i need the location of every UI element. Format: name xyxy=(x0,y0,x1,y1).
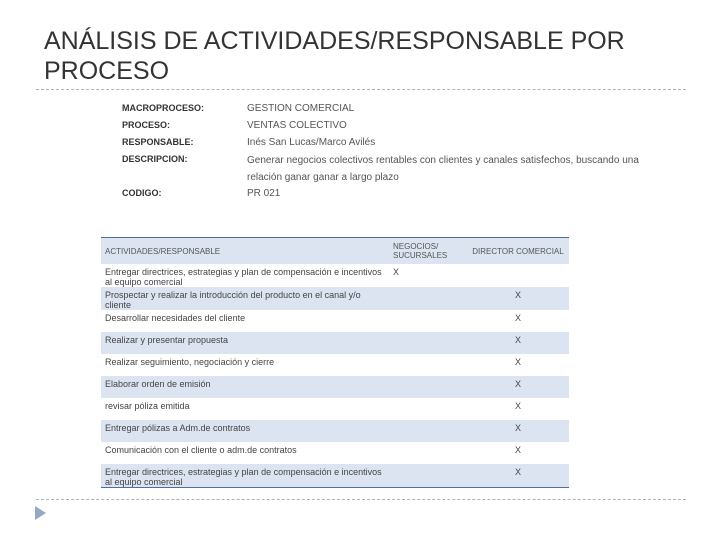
activity-cell: Elaborar orden de emisión xyxy=(105,379,211,389)
responsible-mark: X xyxy=(514,401,521,411)
responsible-mark: X xyxy=(467,464,569,488)
info-value: VENTAS COLECTIVO xyxy=(247,120,347,131)
info-value: Inés San Lucas/Marco Avilés xyxy=(247,137,376,148)
activity-cell: Comunicación con el cliente o adm.de contratos xyxy=(105,445,297,455)
responsible-mark xyxy=(389,354,467,376)
responsible-mark xyxy=(389,420,467,442)
responsible-mark xyxy=(389,442,467,464)
activity-cell: Entregar directrices, estrategias y plan de compensación e incentivos al equipo comercial xyxy=(105,267,382,287)
info-label: DESCRIPCION: xyxy=(122,154,188,164)
responsible-mark: X xyxy=(514,379,521,389)
info-label: PROCESO: xyxy=(122,120,171,130)
responsible-mark: X xyxy=(514,290,521,300)
table-row xyxy=(101,287,569,310)
responsible-mark: X xyxy=(514,445,521,455)
process-info xyxy=(122,101,642,203)
info-value: Generar negocios colectivos rentables con clientes y canales satisfechos, buscando una relación ganar ganar a largo plazo xyxy=(247,155,639,183)
activity-cell: Desarrollar necesidades del cliente xyxy=(105,313,246,323)
info-value: GESTION COMERCIAL xyxy=(247,103,355,114)
bullet-arrow-icon xyxy=(35,506,46,520)
activity-cell: revisar póliza emitida xyxy=(105,401,190,411)
header-negocios: NEGOCIOS/ SUCURSALES xyxy=(389,238,467,265)
table-header-row xyxy=(101,238,569,265)
responsible-mark xyxy=(389,464,467,488)
activity-cell: Realizar y presentar propuesta xyxy=(105,335,229,345)
responsible-mark: X xyxy=(514,313,521,323)
activity-cell: Realizar seguimiento, negociación y cierre xyxy=(105,357,275,367)
activity-cell: Entregar pólizas a Adm.de contratos xyxy=(105,423,251,433)
header-director: DIRECTOR COMERCIAL xyxy=(467,238,569,265)
table-row xyxy=(101,376,569,398)
responsible-mark xyxy=(389,310,467,332)
table-row xyxy=(101,310,569,332)
info-label: MACROPROCESO: xyxy=(122,103,205,113)
activity-cell: Entregar directrices, estrategias y plan de compensación e incentivos al equipo comercial xyxy=(101,464,389,488)
divider-top xyxy=(36,89,686,90)
responsible-mark xyxy=(467,264,569,287)
divider-bottom xyxy=(36,499,686,500)
activity-cell: Prospectar y realizar la introducción del producto en el canal y/o cliente xyxy=(105,290,361,310)
info-value: PR 021 xyxy=(247,188,281,199)
table-row xyxy=(101,264,569,287)
table-row xyxy=(101,420,569,442)
info-label: CODIGO: xyxy=(122,188,162,198)
responsible-mark xyxy=(389,398,467,420)
responsible-mark: X xyxy=(393,267,400,277)
table-row xyxy=(101,332,569,354)
responsible-mark: X xyxy=(514,423,521,433)
responsible-mark xyxy=(389,332,467,354)
activities-table xyxy=(101,237,569,488)
info-label: RESPONSABLE: xyxy=(122,137,194,147)
responsible-mark xyxy=(389,287,467,310)
responsible-mark: X xyxy=(514,335,521,345)
table-row xyxy=(101,464,569,488)
responsible-mark xyxy=(389,376,467,398)
slide-title: ANÁLISIS DE ACTIVIDADES/RESPONSABLE POR PROCESO xyxy=(44,27,625,85)
table-row xyxy=(101,398,569,420)
table-row xyxy=(101,442,569,464)
header-activities: ACTIVIDADES/RESPONSABLE xyxy=(101,238,389,265)
responsible-mark: X xyxy=(514,357,521,367)
table-row xyxy=(101,354,569,376)
